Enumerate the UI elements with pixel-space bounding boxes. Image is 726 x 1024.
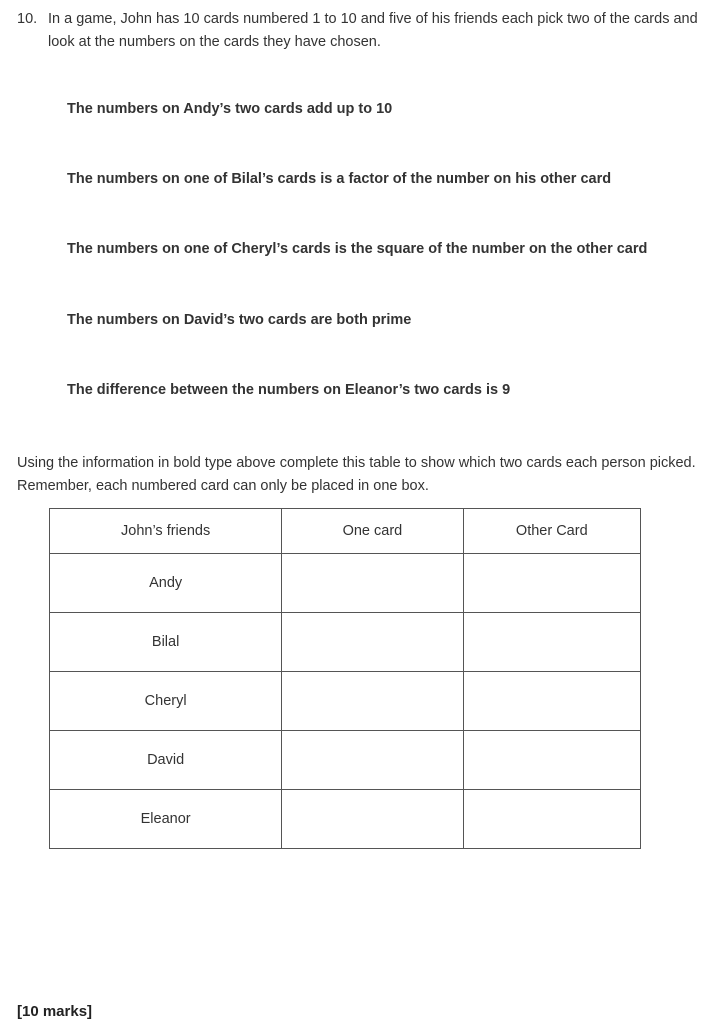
friend-name: David [50,731,282,790]
one-card-cell[interactable] [282,613,463,672]
table-row [50,731,641,790]
table-row [50,672,641,731]
question-text: In a game, John has 10 cards numbered 1 to 10 and five of his friends each pick two of the cards and look at the numbers on the cards they have chosen. [48,11,698,50]
marks-label: [10 marks] [17,1003,93,1020]
clue-eleanor: The difference between the numbers on Eleanor’s two cards is 9 [67,382,511,398]
question-number: 10. [17,11,38,27]
friend-name: Eleanor [50,790,282,849]
clue-david: The numbers on David’s two cards are both prime [67,312,412,328]
table-row [50,790,641,849]
header-johns-friends: John’s friends [50,509,282,554]
header-one-card: One card [282,509,463,554]
other-card-cell[interactable] [463,731,640,790]
instructions-text: Using the information in bold type above complete this table to show which two cards each person picked. Remember, each numbered card can only be placed in one box. [17,455,696,494]
one-card-cell[interactable] [282,672,463,731]
clue-cheryl: The numbers on one of Cheryl’s cards is the square of the number on the other card [67,241,648,257]
one-card-cell[interactable] [282,554,463,613]
other-card-cell[interactable] [463,554,640,613]
other-card-cell[interactable] [463,613,640,672]
one-card-cell[interactable] [282,790,463,849]
header-other-card: Other Card [463,509,640,554]
table-row [50,613,641,672]
clue-bilal: The numbers on one of Bilal’s cards is a factor of the number on his other card [67,171,612,187]
friend-name: Andy [50,554,282,613]
friend-name: Cheryl [50,672,282,731]
other-card-cell[interactable] [463,790,640,849]
table-header-row [50,509,641,554]
friend-name: Bilal [50,613,282,672]
table-row [50,554,641,613]
one-card-cell[interactable] [282,731,463,790]
other-card-cell[interactable] [463,672,640,731]
clue-andy: The numbers on Andy’s two cards add up to 10 [67,101,393,117]
answer-table [49,508,641,849]
